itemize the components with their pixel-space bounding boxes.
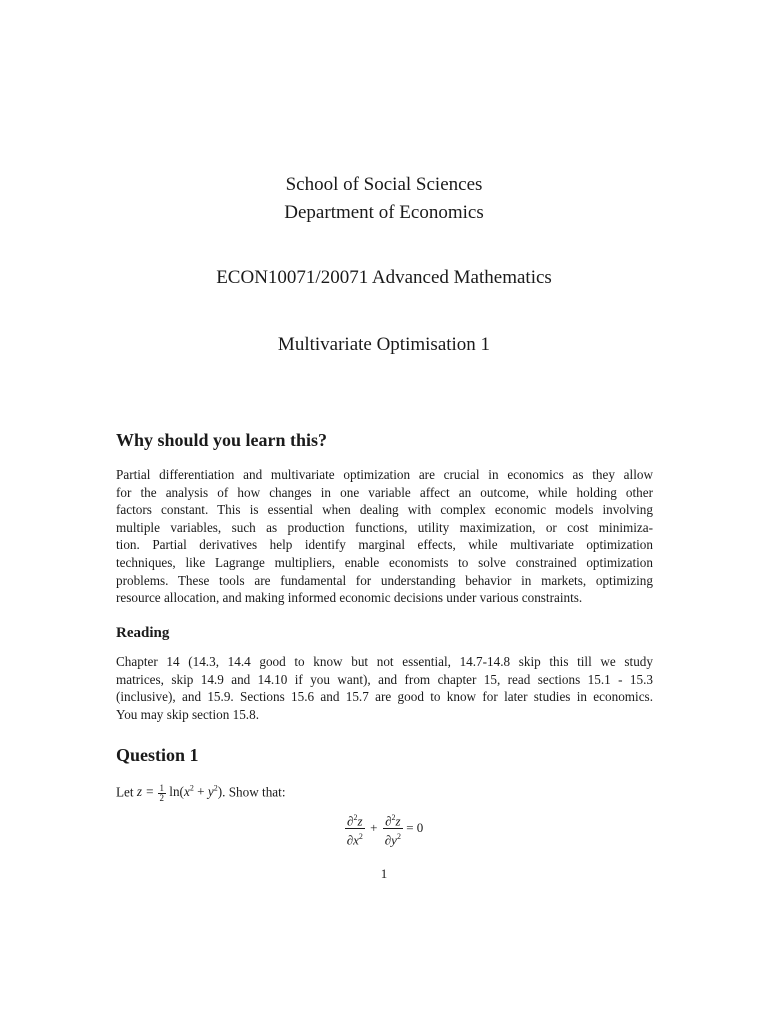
why-line: techniques, like Lagrange multipliers, enable economists to solve constrained optimization [116, 554, 653, 570]
intro-prefix: Let [116, 784, 134, 800]
question-1-intro [116, 780, 653, 803]
why-line: problems. These tools are fundamental for understanding behavior in markets, optimizing [116, 572, 653, 588]
reading-heading: Reading [116, 625, 170, 641]
why-line: factors constant. This is essential when dealing with complex economic models involving [116, 502, 653, 518]
reading-line: (inclusive), and 15.9. Sections 15.6 and 15.7 are good to know for later studies in economics. [116, 689, 653, 705]
reading-line: Chapter 14 (14.3, 14.4 good to know but not essential, 14.7-14.8 skip this till we study [116, 654, 653, 669]
d2z-dx2-fraction: $\frac{\partial^2z}{\partial x^2}$ [345, 810, 365, 848]
page-number: 1 [380, 866, 388, 881]
course-title: ECON10071/20071 Advanced Mathematics [216, 267, 552, 288]
reading-line: matrices, skip 14.9 and 14.10 if you want), and from chapter 15, read sections 15.1 - 15.3 [116, 671, 653, 687]
question-1-heading: Question 1 [116, 745, 199, 765]
intro-suffix: . Show that: [222, 784, 286, 800]
reading-paragraph [116, 653, 653, 723]
why-heading: Why should you learn this? [116, 430, 328, 450]
topic-title: Multivariate Optimisation 1 [277, 334, 491, 355]
d2z-dy2-fraction: $\frac{\partial^2z}{\partial y^2}$ [383, 810, 403, 848]
laplace-equation: $\frac{\partial^2z}{\partial x^2}$ + $\frac{\partial^2z}{\partial y^2}$ = 0 [0, 810, 768, 848]
school-name: School of Social Sciences [285, 174, 483, 195]
why-line: tion. Partial derivatives help identify marginal effects, while multivariate optimization [116, 537, 653, 553]
why-line: multiple variables, such as production functions, utility maximization, or cost minimiza- [116, 519, 653, 535]
why-line: for the analysis of how changes in one variable affect an outcome, while holding other [116, 484, 653, 500]
reading-line: You may skip section 15.8. [116, 706, 259, 722]
why-line: Partial differentiation and multivariate optimization are crucial in economics as they allow [116, 467, 653, 482]
equation-rhs: = 0 [406, 819, 424, 835]
why-line: resource allocation, and making informed economic decisions under various constraints. [116, 590, 583, 606]
z-definition: z = $\frac{1}{2}$ $\ln(x^2 + y^2)$ [136, 782, 223, 803]
department-name: Department of Economics [284, 202, 484, 223]
why-paragraph [116, 466, 653, 607]
